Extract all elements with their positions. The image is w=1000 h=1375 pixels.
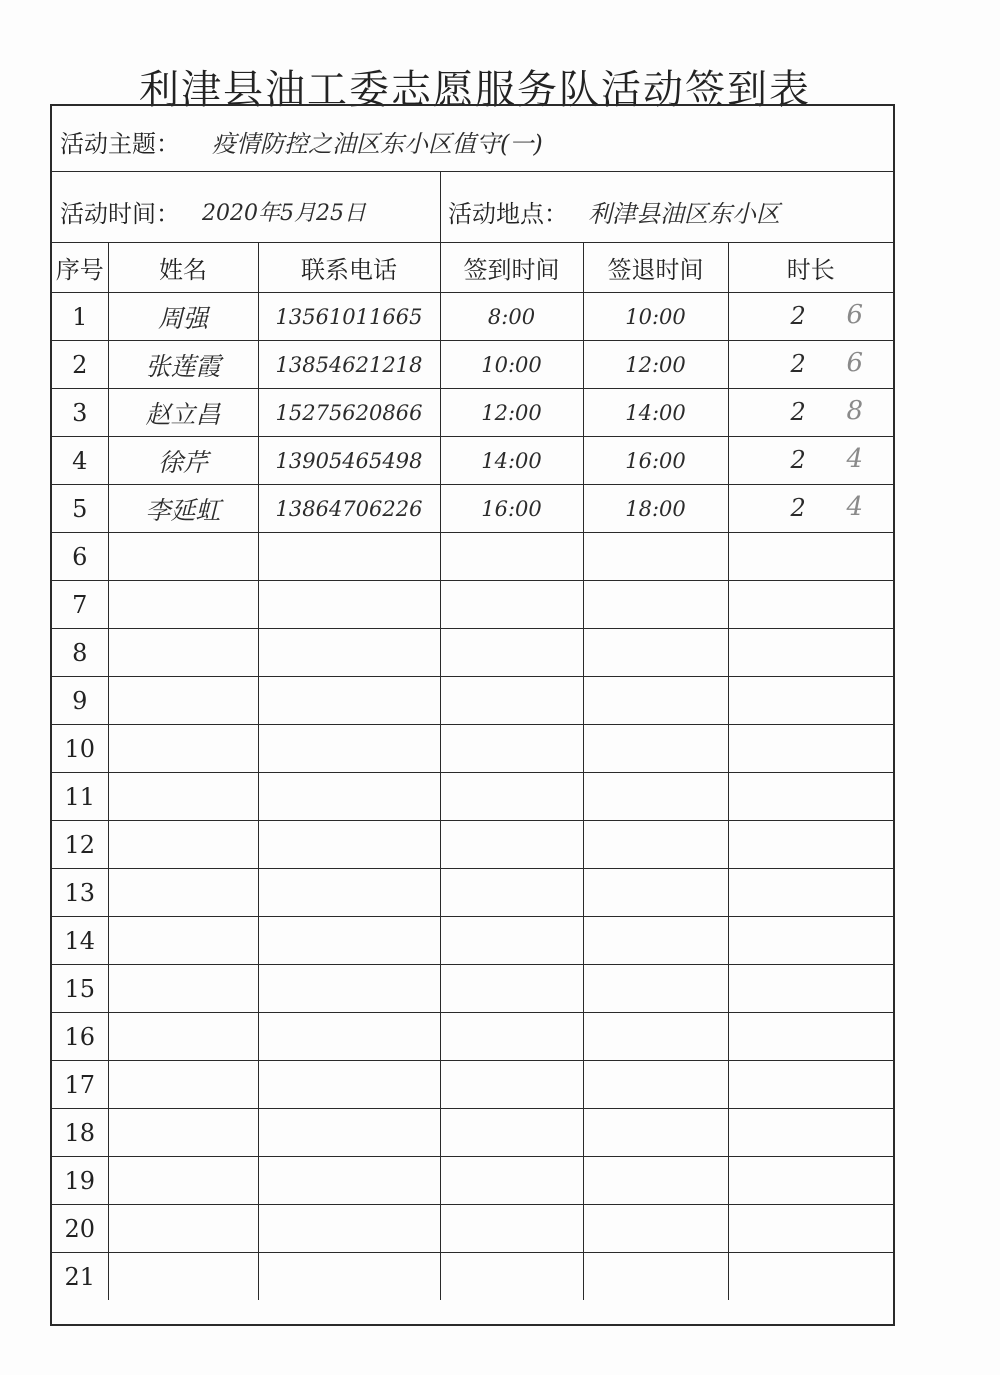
row-seq: 13 xyxy=(52,869,108,917)
row-name: 徐芹 xyxy=(108,437,258,485)
row-name xyxy=(108,629,258,677)
row-phone xyxy=(258,1157,440,1205)
row-phone xyxy=(258,965,440,1013)
row-duration xyxy=(728,389,893,437)
table-row xyxy=(52,821,893,869)
row-checkin: 16:00 xyxy=(440,485,583,533)
location-value: 利津县油区东小区 xyxy=(588,200,780,228)
row-phone xyxy=(258,677,440,725)
row-duration xyxy=(728,1157,893,1205)
row-checkout xyxy=(583,773,728,821)
header-seq: 序号 xyxy=(52,243,108,293)
row-phone xyxy=(258,1253,440,1301)
row-checkin xyxy=(440,821,583,869)
row-seq: 16 xyxy=(52,1013,108,1061)
row-duration xyxy=(728,725,893,773)
row-seq: 12 xyxy=(52,821,108,869)
time-value: 2020年5月25日 xyxy=(202,201,366,226)
row-phone: 13854621218 xyxy=(258,341,440,389)
row-name xyxy=(108,1205,258,1253)
table-row xyxy=(52,341,893,389)
row-checkin xyxy=(440,677,583,725)
row-checkin xyxy=(440,1157,583,1205)
row-seq: 9 xyxy=(52,677,108,725)
row-checkin: 12:00 xyxy=(440,389,583,437)
row-checkout: 12:00 xyxy=(583,341,728,389)
page-title: 利津县油工委志愿服务队活动签到表 xyxy=(139,67,811,113)
row-checkout xyxy=(583,629,728,677)
table-row xyxy=(52,773,893,821)
row-phone xyxy=(258,581,440,629)
row-seq: 5 xyxy=(52,485,108,533)
row-name xyxy=(108,917,258,965)
row-checkout xyxy=(583,869,728,917)
row-name: 张莲霞 xyxy=(108,341,258,389)
row-checkout xyxy=(583,1157,728,1205)
row-phone xyxy=(258,1205,440,1253)
row-seq: 21 xyxy=(52,1253,108,1301)
row-checkout: 14:00 xyxy=(583,389,728,437)
header-name: 姓名 xyxy=(108,243,258,293)
row-duration-hours: 2 xyxy=(790,350,806,378)
table-row xyxy=(52,533,893,581)
row-checkin xyxy=(440,917,583,965)
row-duration xyxy=(728,293,893,341)
topic-value: 疫情防控之油区东小区值守(一) xyxy=(212,130,543,158)
table-row xyxy=(52,1157,893,1205)
row-seq: 15 xyxy=(52,965,108,1013)
header-phone: 联系电话 xyxy=(258,243,440,293)
row-duration xyxy=(728,1109,893,1157)
signin-sheet xyxy=(50,104,895,1326)
table-row xyxy=(52,869,893,917)
row-seq: 10 xyxy=(52,725,108,773)
table-header-row xyxy=(52,243,893,293)
row-phone xyxy=(258,1061,440,1109)
table-row xyxy=(52,389,893,437)
row-name xyxy=(108,1013,258,1061)
row-checkout: 10:00 xyxy=(583,293,728,341)
row-duration-total: 8 xyxy=(846,396,864,426)
topic-label: 活动主题： xyxy=(60,130,180,158)
row-seq: 20 xyxy=(52,1205,108,1253)
row-phone xyxy=(258,917,440,965)
row-checkin xyxy=(440,1109,583,1157)
row-phone xyxy=(258,869,440,917)
row-duration-total: 4 xyxy=(846,492,864,522)
row-phone xyxy=(258,533,440,581)
table-row xyxy=(52,1061,893,1109)
row-checkin: 8:00 xyxy=(440,293,583,341)
table-row xyxy=(52,293,893,341)
row-duration xyxy=(728,437,893,485)
table-row xyxy=(52,1253,893,1301)
row-seq: 2 xyxy=(52,341,108,389)
row-checkin xyxy=(440,1253,583,1301)
row-duration-hours: 2 xyxy=(790,398,806,426)
row-duration-hours: 2 xyxy=(790,302,806,330)
row-checkin xyxy=(440,1205,583,1253)
row-name xyxy=(108,773,258,821)
row-name: 周强 xyxy=(108,293,258,341)
row-checkout xyxy=(583,917,728,965)
row-checkout xyxy=(583,1013,728,1061)
row-duration xyxy=(728,773,893,821)
row-name xyxy=(108,581,258,629)
row-name xyxy=(108,869,258,917)
row-seq: 3 xyxy=(52,389,108,437)
row-checkin xyxy=(440,725,583,773)
row-duration xyxy=(728,581,893,629)
topic-row xyxy=(52,106,893,172)
row-seq: 7 xyxy=(52,581,108,629)
row-name xyxy=(108,1157,258,1205)
row-checkout xyxy=(583,533,728,581)
row-duration xyxy=(728,821,893,869)
row-name xyxy=(108,821,258,869)
row-phone xyxy=(258,725,440,773)
row-checkin xyxy=(440,581,583,629)
row-checkout xyxy=(583,821,728,869)
row-name xyxy=(108,677,258,725)
row-checkin xyxy=(440,869,583,917)
row-duration-hours: 2 xyxy=(790,446,806,474)
row-checkin: 10:00 xyxy=(440,341,583,389)
table-row xyxy=(52,1013,893,1061)
row-name xyxy=(108,533,258,581)
time-label: 活动时间： xyxy=(60,200,180,228)
row-name xyxy=(108,1109,258,1157)
row-name xyxy=(108,1253,258,1301)
row-phone xyxy=(258,629,440,677)
header-checkin: 签到时间 xyxy=(440,243,583,293)
row-checkin xyxy=(440,965,583,1013)
table-row xyxy=(52,1205,893,1253)
table-row xyxy=(52,485,893,533)
row-duration-total: 6 xyxy=(846,348,864,378)
row-checkout xyxy=(583,1205,728,1253)
row-checkout xyxy=(583,581,728,629)
row-checkout xyxy=(583,965,728,1013)
row-checkout xyxy=(583,1109,728,1157)
table-row xyxy=(52,1109,893,1157)
row-phone xyxy=(258,1013,440,1061)
row-duration-hours: 2 xyxy=(790,494,806,522)
table-row xyxy=(52,629,893,677)
signin-table xyxy=(52,243,893,1300)
row-duration xyxy=(728,869,893,917)
row-duration xyxy=(728,1061,893,1109)
row-seq: 11 xyxy=(52,773,108,821)
row-duration-total: 4 xyxy=(846,444,864,474)
location-label: 活动地点： xyxy=(448,200,568,228)
table-row xyxy=(52,917,893,965)
row-phone xyxy=(258,1109,440,1157)
row-seq: 17 xyxy=(52,1061,108,1109)
row-duration xyxy=(728,965,893,1013)
row-duration xyxy=(728,341,893,389)
row-seq: 4 xyxy=(52,437,108,485)
row-checkout xyxy=(583,1061,728,1109)
row-duration xyxy=(728,533,893,581)
row-phone xyxy=(258,821,440,869)
row-name: 李延虹 xyxy=(108,485,258,533)
row-checkout: 16:00 xyxy=(583,437,728,485)
table-row xyxy=(52,965,893,1013)
table-row xyxy=(52,581,893,629)
row-seq: 6 xyxy=(52,533,108,581)
header-checkout: 签退时间 xyxy=(583,243,728,293)
row-phone: 13561011665 xyxy=(258,293,440,341)
row-seq: 19 xyxy=(52,1157,108,1205)
row-duration xyxy=(728,485,893,533)
row-duration xyxy=(728,1013,893,1061)
row-duration xyxy=(728,1253,893,1301)
row-checkout: 18:00 xyxy=(583,485,728,533)
row-seq: 18 xyxy=(52,1109,108,1157)
row-phone: 13864706226 xyxy=(258,485,440,533)
row-phone: 13905465498 xyxy=(258,437,440,485)
row-phone xyxy=(258,773,440,821)
row-seq: 8 xyxy=(52,629,108,677)
meta-row xyxy=(52,172,893,243)
meta-divider xyxy=(440,172,441,243)
row-checkin xyxy=(440,629,583,677)
row-seq: 14 xyxy=(52,917,108,965)
row-duration xyxy=(728,917,893,965)
row-checkout xyxy=(583,725,728,773)
row-checkout xyxy=(583,677,728,725)
row-checkin: 14:00 xyxy=(440,437,583,485)
header-duration: 时长 xyxy=(728,243,893,293)
table-row xyxy=(52,725,893,773)
row-name xyxy=(108,1061,258,1109)
row-duration xyxy=(728,677,893,725)
row-duration xyxy=(728,1205,893,1253)
row-checkin xyxy=(440,533,583,581)
row-checkin xyxy=(440,773,583,821)
row-checkin xyxy=(440,1061,583,1109)
row-checkout xyxy=(583,1253,728,1301)
row-seq: 1 xyxy=(52,293,108,341)
row-name xyxy=(108,725,258,773)
row-name: 赵立昌 xyxy=(108,389,258,437)
row-duration-total: 6 xyxy=(846,300,864,330)
row-checkin xyxy=(440,1013,583,1061)
row-name xyxy=(108,965,258,1013)
row-duration xyxy=(728,629,893,677)
table-row xyxy=(52,677,893,725)
row-phone: 15275620866 xyxy=(258,389,440,437)
table-row xyxy=(52,437,893,485)
